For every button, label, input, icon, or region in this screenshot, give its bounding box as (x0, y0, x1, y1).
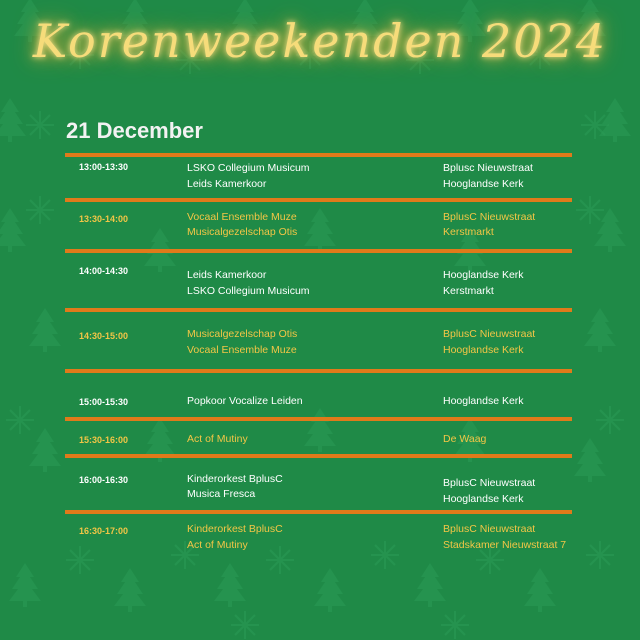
row-choir: Act of Mutiny (187, 539, 248, 551)
row-time: 15:00-15:30 (79, 397, 129, 407)
row-divider (65, 417, 572, 421)
row-venue: Hooglandse Kerk (443, 344, 524, 356)
row-choir: Musicalgezelschap Otis (187, 226, 298, 238)
row-divider (65, 153, 572, 157)
row-venue: Kerstmarkt (443, 226, 494, 238)
row-choir: Kinderorkest BplusC (187, 523, 283, 535)
row-venue: BplusC Nieuwstraat (443, 328, 536, 340)
row-divider (65, 249, 572, 253)
row-time: 13:00-13:30 (79, 162, 129, 172)
row-choir: Leids Kamerkoor (187, 178, 267, 190)
row-divider (65, 198, 572, 202)
row-time: 16:30-17:00 (79, 526, 129, 536)
row-choir: Vocaal Ensemble Muze (187, 211, 297, 223)
row-divider (65, 510, 572, 514)
row-venue: Bplusc Nieuwstraat (443, 162, 533, 174)
row-choir: Act of Mutiny (187, 433, 248, 445)
row-venue: Kerstmarkt (443, 285, 494, 297)
row-choir: Musicalgezelschap Otis (187, 328, 298, 340)
schedule-date: 21 December (66, 118, 203, 143)
row-venue: Hooglandse Kerk (443, 395, 524, 407)
row-choir: LSKO Collegium Musicum (187, 285, 310, 297)
row-venue: Hooglandse Kerk (443, 493, 524, 505)
row-divider (65, 369, 572, 373)
row-venue: BplusC Nieuwstraat (443, 211, 536, 223)
row-divider (65, 454, 572, 458)
row-time: 14:00-14:30 (79, 266, 129, 276)
row-venue: BplusC Nieuwstraat (443, 523, 536, 535)
row-time: 15:30-16:00 (79, 435, 129, 445)
row-venue: Hooglandse Kerk (443, 178, 524, 190)
row-choir: Popkoor Vocalize Leiden (187, 395, 303, 407)
row-choir: Kinderorkest BplusC (187, 473, 283, 485)
row-time: 13:30-14:00 (79, 214, 129, 224)
row-venue: Hooglandse Kerk (443, 269, 524, 281)
page-title: Korenweekenden 2024 (32, 14, 608, 68)
row-choir: Vocaal Ensemble Muze (187, 344, 297, 356)
row-choir: Musica Fresca (187, 488, 256, 500)
row-venue: Stadskamer Nieuwstraat 7 (443, 539, 567, 551)
row-choir: Leids Kamerkoor (187, 269, 267, 281)
row-time: 16:00-16:30 (79, 475, 129, 485)
row-time: 14:30-15:00 (79, 331, 129, 341)
row-venue: BplusC Nieuwstraat (443, 477, 536, 489)
row-choir: LSKO Collegium Musicum (187, 162, 310, 174)
row-venue: De Waag (443, 433, 487, 445)
row-divider (65, 308, 572, 312)
